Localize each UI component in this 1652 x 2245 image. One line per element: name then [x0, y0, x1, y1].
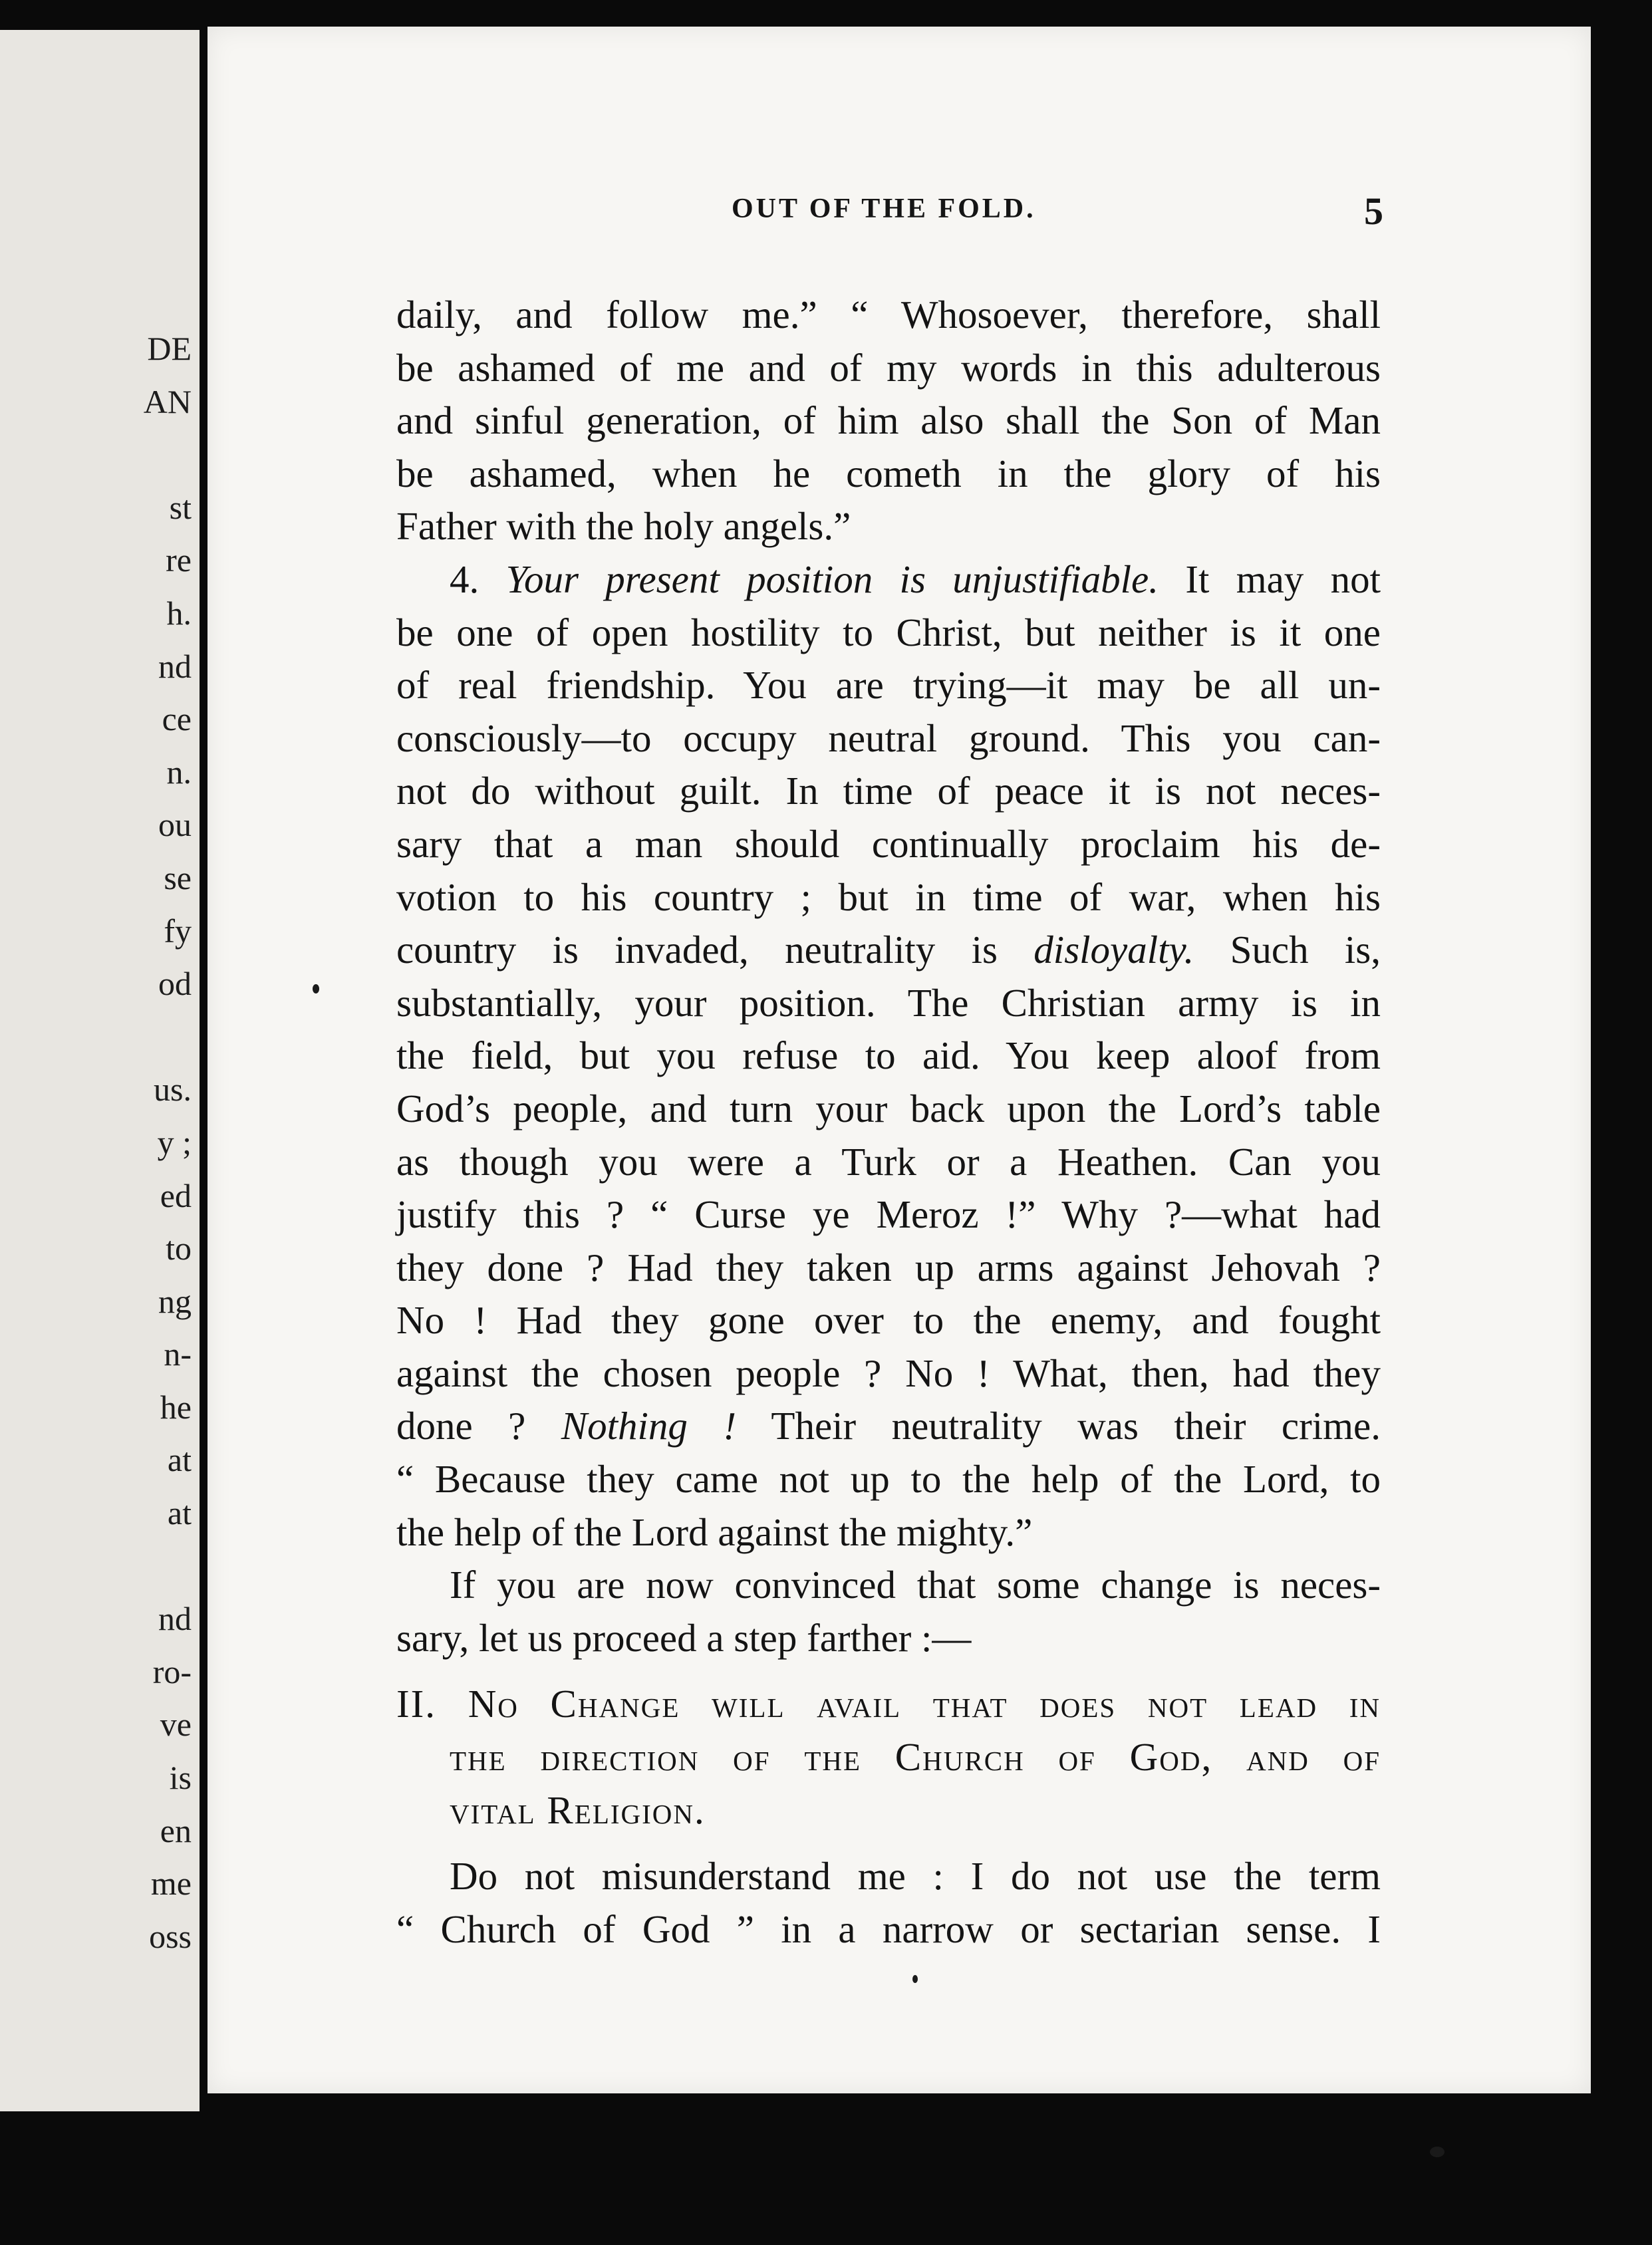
text-line: Do not misunderstand me : I do not use the term: [450, 1854, 1381, 1899]
italic-word-disloyalty: disloyalty.: [1033, 928, 1194, 972]
text-line: If you are now convinced that some change is neces-: [450, 1563, 1381, 1607]
spacer: [396, 1664, 1381, 1678]
left-page-fragment: ng: [158, 1282, 192, 1320]
left-page-fragment: nd: [158, 1600, 192, 1638]
left-page-fragment: oss: [149, 1917, 192, 1955]
text-line: votion to his country ; but in time of war, when his: [396, 874, 1381, 919]
left-page-fragment: ve: [160, 1706, 192, 1744]
left-page-fragment: us.: [154, 1071, 192, 1109]
paragraph-4: [396, 1850, 1381, 1956]
ink-speck: [1430, 2147, 1445, 2157]
text-line: “ Church of God ” in a narrow or sectarian sense. I: [396, 1907, 1381, 1951]
text-line: of real friendship. You are trying—it may be all un-: [396, 663, 1381, 708]
running-head-title: OUT OF THE FOLD.: [732, 194, 1036, 224]
text-line: they done ? Had they taken up arms against Jehovah ?: [396, 1245, 1381, 1289]
line-part: done ?: [396, 1404, 526, 1448]
left-page-fragment: ed: [160, 1176, 192, 1214]
text-line: justify this ? “ Curse ye Meroz !” Why ?—what had: [396, 1192, 1381, 1237]
left-page-fragment: od: [158, 965, 192, 1003]
text-line: not do without guilt. In time of peace it is not neces-: [396, 769, 1381, 813]
left-page-fragment: ce: [162, 700, 192, 738]
ink-speck: [313, 984, 319, 993]
left-page-fragment: y ;: [157, 1123, 192, 1161]
heading-line: the direction of the Church of God, and of: [450, 1735, 1381, 1780]
left-page-fragment: nd: [158, 647, 192, 685]
left-page-fragment: to: [166, 1230, 192, 1267]
left-page-fragment: he: [160, 1388, 192, 1426]
left-page-fragment: se: [164, 858, 192, 896]
line-part: country is invaded, neutrality is: [396, 928, 998, 972]
ink-speck: [912, 1975, 918, 1983]
left-page-fragment: DE: [147, 330, 192, 367]
left-page-fragment: at: [167, 1441, 192, 1479]
italic-lead: Your present position is unjustifiable.: [505, 557, 1159, 601]
line-part: Such is,: [1230, 928, 1381, 972]
text-line: sary that a man should continually proclaim his de-: [396, 821, 1381, 866]
text-line: daily, and follow me.” “ Whosoever, therefore, shall: [396, 293, 1381, 336]
text-line: consciously—to occupy neutral ground. This you can-: [396, 716, 1381, 760]
left-page-fragment: n.: [166, 753, 192, 791]
paragraph-1: [396, 289, 1381, 553]
spacer: [396, 1837, 1381, 1850]
left-page-fragment: h.: [166, 594, 192, 632]
text-line: be one of open hostility to Christ, but neither is it one: [396, 610, 1381, 654]
left-page-fragment: [144, 1011, 192, 1064]
left-page-fragment: AN: [143, 382, 192, 420]
left-page-fragment: fy: [164, 912, 192, 950]
line-part: Their neutrality was their crime.: [771, 1404, 1381, 1448]
text-line: “ Because they came not up to the help of the Lord, to: [396, 1457, 1381, 1502]
text-line: [396, 553, 1381, 606]
lead-rest: It may not: [1185, 557, 1381, 601]
section-heading-ii: [396, 1678, 1381, 1837]
text-line: be ashamed, when he cometh in the glory of his: [396, 451, 1381, 495]
text-line: against the chosen people ? No ! What, then, had they: [396, 1351, 1381, 1395]
left-page-fragment: ro-: [152, 1652, 192, 1690]
text-line: and sinful generation, of him also shall the Son of Man: [396, 398, 1381, 443]
text-line: be ashamed of me and of my words in this adulterous: [396, 345, 1381, 390]
left-page-fragment: st: [169, 488, 192, 526]
text-line: No ! Had they gone over to the enemy, and fought: [396, 1298, 1381, 1343]
text-line: [396, 924, 1381, 977]
paragraph-number: 4.: [450, 557, 480, 601]
paragraph-3: [396, 1559, 1381, 1664]
heading-line: II. No Change will avail that does not lead in: [396, 1682, 1381, 1726]
running-head: [253, 189, 1383, 235]
text-line: God’s people, and turn your back upon the Lord’s table: [396, 1086, 1381, 1130]
left-page-fragment: re: [166, 541, 192, 579]
left-page-fragment: n-: [164, 1335, 192, 1373]
paragraph-2: [396, 553, 1381, 1559]
body-text: [396, 289, 1381, 1956]
left-page-fragments: [144, 323, 192, 1963]
left-page-fragment: en: [160, 1811, 192, 1849]
left-page-fragment: me: [150, 1865, 192, 1903]
left-page-fragment: [144, 428, 192, 481]
left-page-edge: [0, 30, 200, 2111]
left-page-fragment: [144, 1540, 192, 1593]
text-line: as though you were a Turk or a Heathen. Can you: [396, 1139, 1381, 1184]
left-page-fragment: ou: [158, 806, 192, 844]
left-page-fragment: at: [167, 1494, 192, 1532]
page-number: 5: [1364, 190, 1383, 233]
left-page-fragment: is: [169, 1759, 192, 1797]
text-line: the field, but you refuse to aid. You keep aloof from: [396, 1033, 1381, 1078]
text-line: substantially, your position. The Christian army is in: [396, 980, 1381, 1025]
text-line: the help of the Lord against the mighty.”: [396, 1510, 1033, 1554]
text-line: Father with the holy angels.”: [396, 504, 851, 549]
text-line: sary, let us proceed a step farther :—: [396, 1615, 972, 1660]
text-line: [396, 1400, 1381, 1453]
heading-line: vital Religion.: [450, 1787, 706, 1832]
italic-word-nothing: Nothing !: [561, 1404, 737, 1448]
